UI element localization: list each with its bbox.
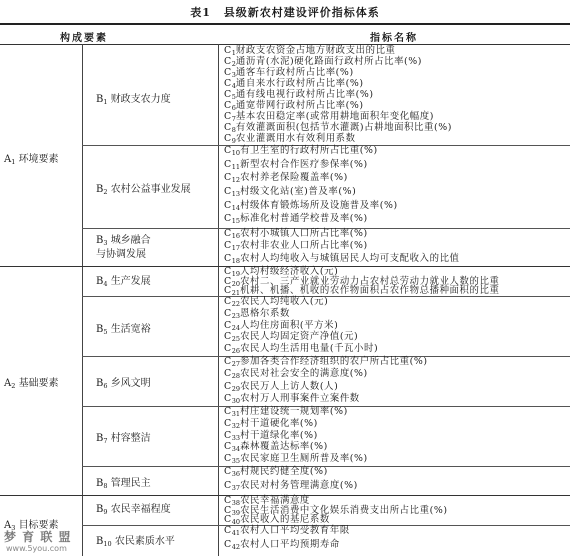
category-b8: $B_8$ 管理民主 bbox=[96, 478, 151, 490]
top-rule bbox=[0, 23, 570, 25]
indicator-code: C bbox=[224, 186, 232, 197]
indicator-subscript: 41 bbox=[231, 529, 241, 537]
indicator-c35 bbox=[224, 454, 368, 466]
indicator-subscript: 7 bbox=[231, 115, 236, 123]
indicator-c11 bbox=[224, 160, 368, 172]
indicator-c37 bbox=[224, 481, 358, 493]
indicator-subscript: 39 bbox=[231, 508, 241, 517]
indicator-code: C bbox=[224, 331, 232, 343]
indicator-c15 bbox=[224, 214, 368, 226]
indicator-text: 参加各类合作经济组织的农户所占比重(%) bbox=[240, 356, 428, 367]
indicator-subscript: 16 bbox=[231, 232, 241, 240]
indicator-subscript: 3 bbox=[231, 71, 236, 79]
indicator-text: 农民对社会安全的满意度(%) bbox=[240, 368, 368, 380]
group-a2: $A_2$ 基础要素 bbox=[4, 378, 59, 390]
watermark-brand: 梦 育 联 盟 bbox=[4, 530, 72, 544]
indicator-c17 bbox=[224, 241, 368, 253]
indicator-code: C bbox=[224, 45, 232, 56]
indicator-code: C bbox=[224, 495, 232, 506]
indicator-text: 村级体育锻炼场所及设施普及率(%) bbox=[240, 199, 398, 211]
indicator-code: C bbox=[224, 111, 232, 122]
indicator-subscript: 1 bbox=[231, 49, 236, 57]
indicator-subscript: 23 bbox=[231, 311, 241, 320]
indicator-text: 农民人均固定资产净值(元) bbox=[240, 331, 359, 343]
indicator-text: 农村万人刑事案件立案件数 bbox=[240, 392, 360, 404]
indicator-code: C bbox=[224, 100, 232, 111]
indicator-c42 bbox=[224, 540, 340, 552]
indicator-code: C bbox=[224, 133, 232, 144]
category-b1: $B_1$ 财政支农力度 bbox=[96, 94, 171, 106]
indicator-c28 bbox=[224, 369, 368, 381]
col-divider-2 bbox=[218, 44, 219, 556]
indicator-text: 村干道绿化率(%) bbox=[240, 429, 318, 441]
indicator-text: 农民万人上访人数(人) bbox=[240, 380, 339, 392]
indicator-text: 农民幸福满意度 bbox=[240, 495, 310, 506]
table-title-text: 县级新农村建设评价指标体系 bbox=[223, 6, 380, 19]
indicator-subscript: 15 bbox=[231, 217, 241, 226]
indicator-subscript: 17 bbox=[231, 244, 241, 253]
group-a1: $A_1$ 环境要素 bbox=[4, 154, 59, 166]
category-b4: $B_4$ 生产发展 bbox=[96, 276, 151, 288]
indicator-code: C bbox=[224, 441, 232, 453]
indicator-subscript: 22 bbox=[231, 300, 241, 308]
indicator-code: C bbox=[224, 307, 232, 319]
indicator-code: C bbox=[224, 67, 232, 78]
indicator-text: 农村人均纯收入与城镇居民人均可支配收入的比值 bbox=[240, 252, 460, 264]
indicator-text: 农村人口平均受教育年限 bbox=[240, 525, 350, 536]
indicator-code: C bbox=[224, 228, 232, 239]
indicator-text: 人均村级经济收入(元) bbox=[240, 266, 339, 277]
indicator-text: 通宽带网行政村所占比率(%) bbox=[235, 100, 364, 111]
indicator-text: 村庄建设统一规划率(%) bbox=[240, 406, 348, 417]
indicator-text: 农村小城镇人口所占比率(%) bbox=[240, 228, 368, 239]
indicator-subscript: 34 bbox=[231, 445, 241, 454]
indicator-text: 村干道硬化率(%) bbox=[240, 417, 318, 429]
indicator-c10 bbox=[224, 146, 378, 158]
indicator-c14 bbox=[224, 201, 398, 213]
indicator-text: 有效灌溉面积(包括节水灌溉)占耕地面积比重(%) bbox=[235, 122, 452, 133]
category-b3: $B_3$ 城乡融合 与协调发展 bbox=[96, 235, 151, 260]
indicator-text: 农民生活消费中文化娱乐消费支出所占比重(%) bbox=[240, 504, 448, 516]
indicator-text: 村级文化站(室)普及率(%) bbox=[240, 186, 357, 197]
indicator-subscript: 31 bbox=[231, 410, 241, 418]
indicator-subscript: 40 bbox=[231, 518, 241, 527]
indicator-subscript: 8 bbox=[231, 126, 236, 134]
indicator-text: 标准化村普通学校普及率(%) bbox=[240, 213, 368, 225]
col-divider-1 bbox=[82, 44, 83, 556]
indicator-text: 通沥青(水泥)硬化路面行政村所占比率(%) bbox=[235, 56, 423, 67]
indicator-text: 农村人口平均预期寿命 bbox=[240, 539, 340, 550]
indicator-text: 农村非农业人口所占比率(%) bbox=[240, 240, 368, 252]
indicator-text: 村规民约健全度(%) bbox=[240, 466, 328, 477]
indicator-code: C bbox=[224, 199, 232, 211]
indicator-text: 农村二、三产业就业劳动力占农村总劳动力就业人数的比重 bbox=[240, 275, 500, 287]
indicator-code: C bbox=[224, 252, 232, 264]
indicator-code: C bbox=[224, 514, 232, 526]
header-components: 构成要素 bbox=[60, 33, 108, 44]
indicator-c18 bbox=[224, 254, 460, 266]
indicator-code: C bbox=[224, 296, 232, 307]
indicator-code: C bbox=[224, 275, 232, 287]
indicator-code: C bbox=[224, 368, 232, 380]
category-b7: $B_7$ 村容整洁 bbox=[96, 433, 151, 445]
indicator-subscript: 9 bbox=[231, 137, 236, 145]
indicator-subscript: 11 bbox=[231, 162, 241, 171]
indicator-code: C bbox=[224, 319, 232, 331]
indicator-text: 通自来水行政村所占比率(%) bbox=[235, 78, 364, 89]
indicator-subscript: 12 bbox=[231, 176, 241, 185]
indicator-c36 bbox=[224, 467, 328, 479]
indicator-subscript: 33 bbox=[231, 433, 241, 442]
indicator-text: 有卫生室的行政村所占比重(%) bbox=[240, 145, 378, 156]
indicator-subscript: 18 bbox=[231, 256, 241, 265]
indicator-text: 农民人均纯收入(元) bbox=[240, 296, 329, 307]
indicator-code: C bbox=[224, 356, 232, 367]
indicator-subscript: 35 bbox=[231, 457, 241, 466]
indicator-c30 bbox=[224, 394, 360, 406]
header-indicators: 指标名称 bbox=[370, 33, 418, 44]
indicator-subscript: 27 bbox=[231, 360, 241, 368]
indicator-code: C bbox=[224, 240, 232, 252]
indicator-subscript: 13 bbox=[231, 190, 241, 198]
indicator-code: C bbox=[224, 429, 232, 441]
table-number: 表1 bbox=[190, 6, 211, 19]
indicator-subscript: 2 bbox=[231, 60, 236, 68]
indicator-subscript: 4 bbox=[231, 82, 236, 90]
indicator-text: 农民对村务管理满意度(%) bbox=[240, 480, 358, 491]
indicator-code: C bbox=[224, 89, 232, 100]
indicator-subscript: 21 bbox=[231, 289, 241, 298]
indicator-code: C bbox=[224, 285, 232, 297]
indicator-subscript: 26 bbox=[231, 347, 241, 356]
indicator-code: C bbox=[224, 453, 232, 465]
watermark-url: www.5you.com bbox=[6, 544, 67, 553]
indicator-text: 农业灌溉用水有效利用系数 bbox=[235, 133, 356, 144]
category-b10: $B_{10}$ 农民素质水平 bbox=[96, 536, 175, 548]
indicator-subscript: 32 bbox=[231, 421, 241, 430]
indicator-code: C bbox=[224, 158, 232, 170]
indicator-text: 农民家庭卫生厕所普及率(%) bbox=[240, 453, 368, 465]
category-b5: $B_5$ 生活宽裕 bbox=[96, 324, 151, 336]
indicator-c29 bbox=[224, 382, 338, 394]
indicator-code: C bbox=[224, 172, 232, 184]
indicator-code: C bbox=[224, 525, 232, 536]
indicator-text: 新型农村合作医疗参保率(%) bbox=[240, 158, 368, 170]
indicator-code: C bbox=[224, 406, 232, 417]
indicator-c12 bbox=[224, 173, 348, 185]
indicator-code: C bbox=[224, 78, 232, 89]
indicator-code: C bbox=[224, 504, 232, 516]
indicator-code: C bbox=[224, 480, 232, 491]
indicator-code: C bbox=[224, 392, 232, 404]
indicator-text: 农民人均生活用电量(千瓦小时) bbox=[240, 343, 379, 355]
indicator-subscript: 14 bbox=[231, 203, 241, 212]
indicator-code: C bbox=[224, 213, 232, 225]
indicator-text: 森林覆盖达标率(%) bbox=[240, 441, 328, 453]
indicator-text: 人均住房面积(平方米) bbox=[240, 319, 339, 331]
indicator-code: C bbox=[224, 266, 232, 277]
indicator-subscript: 42 bbox=[231, 543, 241, 551]
indicator-subscript: 24 bbox=[231, 323, 241, 332]
indicator-code: C bbox=[224, 539, 232, 550]
indicator-text: 财政支农资金占地方财政支出的比重 bbox=[235, 45, 396, 56]
indicator-c41 bbox=[224, 526, 350, 538]
indicator-subscript: 29 bbox=[231, 384, 241, 393]
group-a3: $A_3$ 目标要素 bbox=[4, 520, 59, 532]
indicator-c26 bbox=[224, 344, 378, 356]
indicator-text: 农村养老保险覆盖率(%) bbox=[240, 172, 348, 184]
indicator-text: 通有线电视行政村所占比率(%) bbox=[235, 89, 374, 100]
indicator-subscript: 6 bbox=[231, 104, 236, 112]
indicator-text: 基本农田稳定率(或常用耕地面积年变化幅度) bbox=[235, 111, 434, 122]
category-b6: $B_6$ 乡风文明 bbox=[96, 378, 151, 390]
indicator-text: 机耕、机播、机收的农作物面积占农作物总播种面积的比重 bbox=[240, 285, 500, 297]
indicator-subscript: 37 bbox=[231, 484, 241, 492]
indicator-text: 恩格尔系数 bbox=[240, 307, 290, 319]
indicator-code: C bbox=[224, 122, 232, 133]
table-title bbox=[0, 4, 570, 20]
indicator-subscript: 25 bbox=[231, 335, 241, 344]
category-b2: $B_2$ 农村公益事业发展 bbox=[96, 184, 191, 196]
indicator-subscript: 10 bbox=[231, 149, 241, 157]
indicator-code: C bbox=[224, 380, 232, 392]
indicator-text: 农民收入的基尼系数 bbox=[240, 514, 330, 526]
indicator-code: C bbox=[224, 417, 232, 429]
category-b9: $B_9$ 农民幸福程度 bbox=[96, 504, 171, 516]
indicator-subscript: 20 bbox=[231, 279, 241, 288]
indicator-code: C bbox=[224, 145, 232, 156]
indicator-code: C bbox=[224, 56, 232, 67]
indicator-code: C bbox=[224, 466, 232, 477]
indicator-subscript: 28 bbox=[231, 372, 241, 381]
indicator-subscript: 30 bbox=[231, 396, 241, 405]
indicator-c13 bbox=[224, 187, 356, 199]
indicator-code: C bbox=[224, 343, 232, 355]
indicator-subscript: 36 bbox=[231, 470, 241, 478]
indicator-subscript: 19 bbox=[231, 270, 241, 278]
indicator-subscript: 5 bbox=[231, 93, 236, 101]
indicator-subscript: 38 bbox=[231, 499, 241, 507]
indicator-text: 通客车行政村所占比率(%) bbox=[235, 67, 354, 78]
